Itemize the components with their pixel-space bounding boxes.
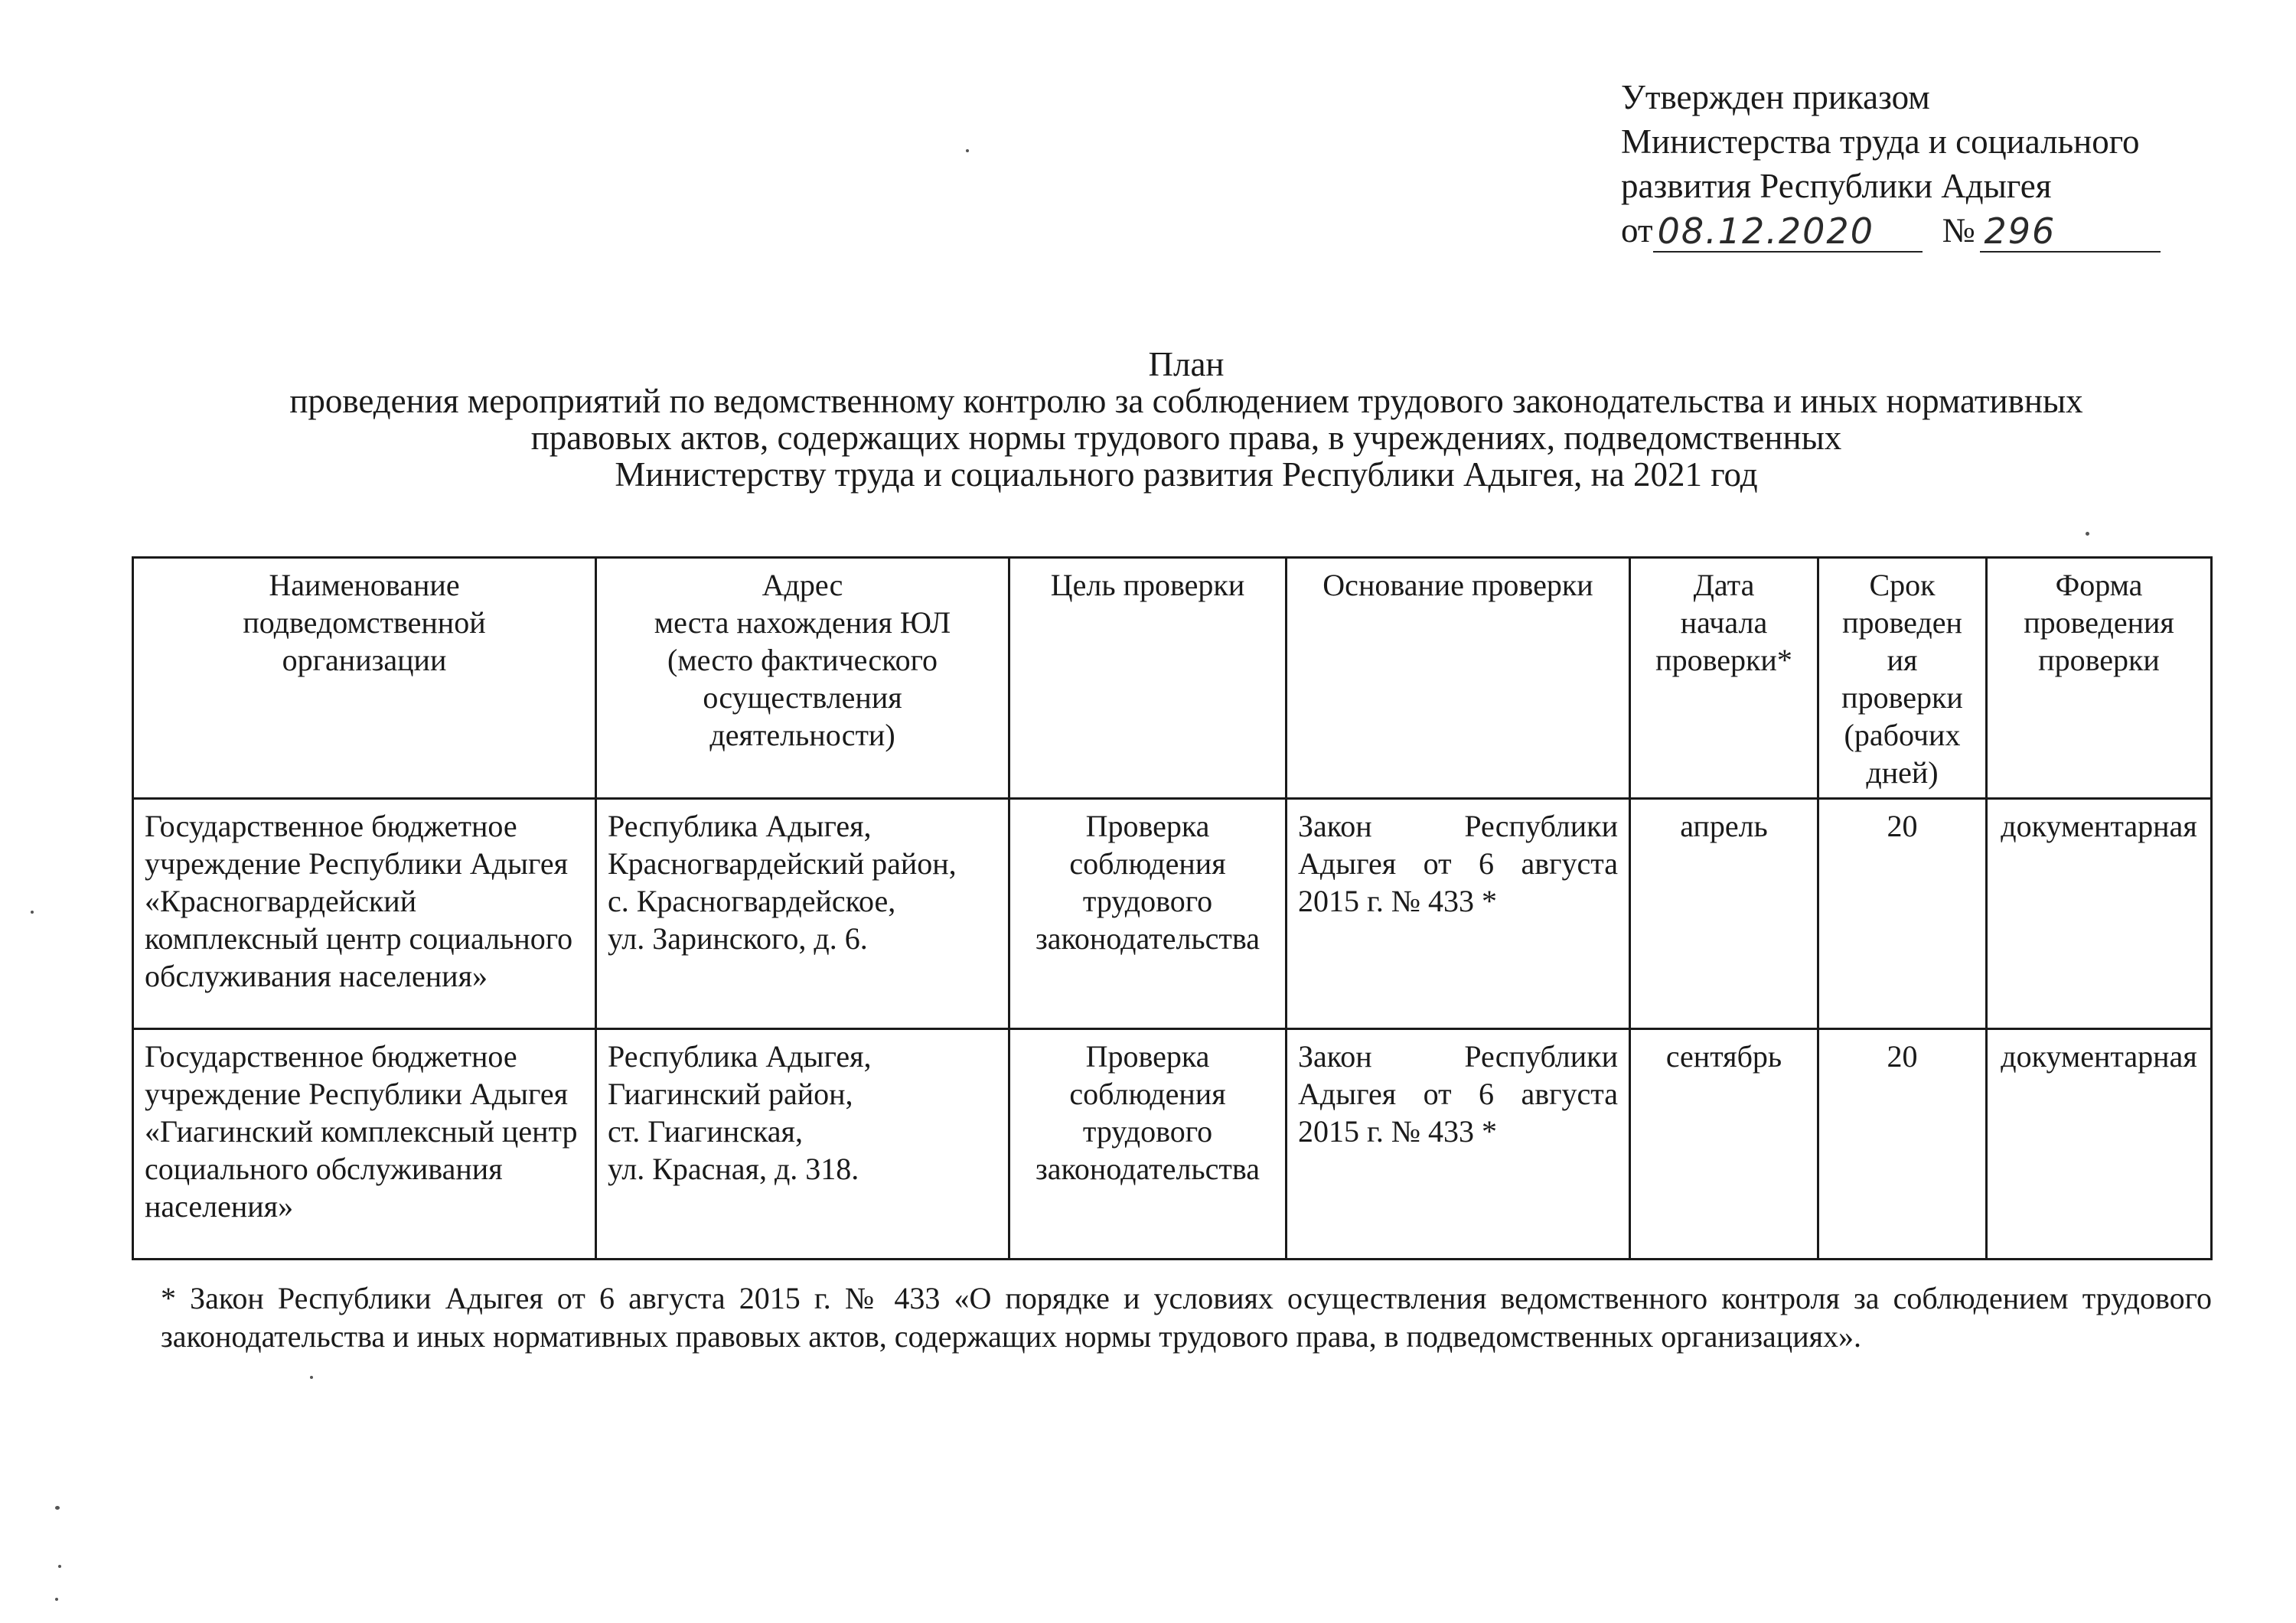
cell-form: документарная	[1987, 1029, 2212, 1260]
cell-duration: 20	[1818, 1029, 1987, 1260]
title-line-1: План	[1148, 345, 1225, 383]
scan-speck	[310, 1376, 313, 1379]
cell-start-date: сентябрь	[1630, 1029, 1818, 1260]
inspection-plan-table	[132, 556, 2213, 1260]
scan-speck	[58, 1565, 61, 1568]
table-row	[133, 799, 2212, 1029]
cell-form: документарная	[1987, 799, 2212, 1029]
header-organization: Наименование подведомственной организации	[133, 558, 596, 799]
header-purpose: Цель проверки	[1009, 558, 1287, 799]
approval-stamp	[1621, 75, 2233, 253]
header-start-date: Дата начала проверки*	[1630, 558, 1818, 799]
scan-speck	[31, 911, 34, 914]
approval-line-2: Министерства труда и социального	[1621, 122, 2140, 161]
cell-organization: Государственное бюджетное учреждение Республики Адыгея «Красногвардейский комплексный центр социального обслуживания населения»	[133, 799, 596, 1029]
cell-purpose: Проверка соблюдения трудового законодательства	[1009, 1029, 1287, 1260]
handwritten-number: 296	[1980, 211, 2161, 253]
approval-line-1: Утвержден приказом	[1621, 78, 1930, 116]
cell-organization: Государственное бюджетное учреждение Республики Адыгея «Гиагинский комплексный центр социального обслуживания населения»	[133, 1029, 596, 1260]
header-basis: Основание проверки	[1287, 558, 1630, 799]
approval-line-3: развития Республики Адыгея	[1621, 167, 2052, 205]
number-label: №	[1942, 211, 1975, 249]
date-prefix: от	[1621, 211, 1653, 249]
cell-start-date: апрель	[1630, 799, 1818, 1029]
cell-basis: Закон Республики Адыгея от 6 августа 2015 г. № 433 *	[1287, 799, 1630, 1029]
document-title	[115, 346, 2258, 493]
table-header-row	[133, 558, 2212, 799]
header-address: Адрес места нахождения ЮЛ (место фактического осуществления деятельности)	[596, 558, 1009, 799]
cell-purpose: Проверка соблюдения трудового законодательства	[1009, 799, 1287, 1029]
handwritten-date: 08.12.2020	[1653, 211, 1923, 253]
cell-address: Республика Адыгея, Красногвардейский район, с. Красногвардейское, ул. Заринского, д. 6.	[596, 799, 1009, 1029]
title-line-2: проведения мероприятий по ведомственному контролю за соблюдением трудового законодательства и иных нормативных	[289, 382, 2083, 420]
approval-date-number	[1621, 208, 2233, 253]
footnote: * Закон Республики Адыгея от 6 августа 2015 г. № 433 «О порядке и условиях осуществления ведомственного контроля за соблюдением трудового законодательства и иных нормативных правовых актов, содержащих нормы трудового права, в подведомственных организациях».	[161, 1281, 2212, 1354]
header-duration: Срок проведен ия проверки (рабочих дней)	[1818, 558, 1987, 799]
scan-speck	[55, 1506, 60, 1510]
scan-speck	[966, 149, 969, 152]
scan-speck	[55, 1598, 58, 1601]
cell-basis: Закон Республики Адыгея от 6 августа 2015 г. № 433 *	[1287, 1029, 1630, 1260]
title-line-3: правовых актов, содержащих нормы трудового права, в учреждениях, подведомственных	[530, 419, 1842, 457]
table-row	[133, 1029, 2212, 1260]
cell-duration: 20	[1818, 799, 1987, 1029]
cell-address: Республика Адыгея, Гиагинский район, ст. Гиагинская, ул. Красная, д. 318.	[596, 1029, 1009, 1260]
title-line-4: Министерству труда и социального развития Республики Адыгея, на 2021 год	[615, 455, 1758, 494]
scan-speck	[2086, 532, 2089, 536]
header-form: Форма проведения проверки	[1987, 558, 2212, 799]
